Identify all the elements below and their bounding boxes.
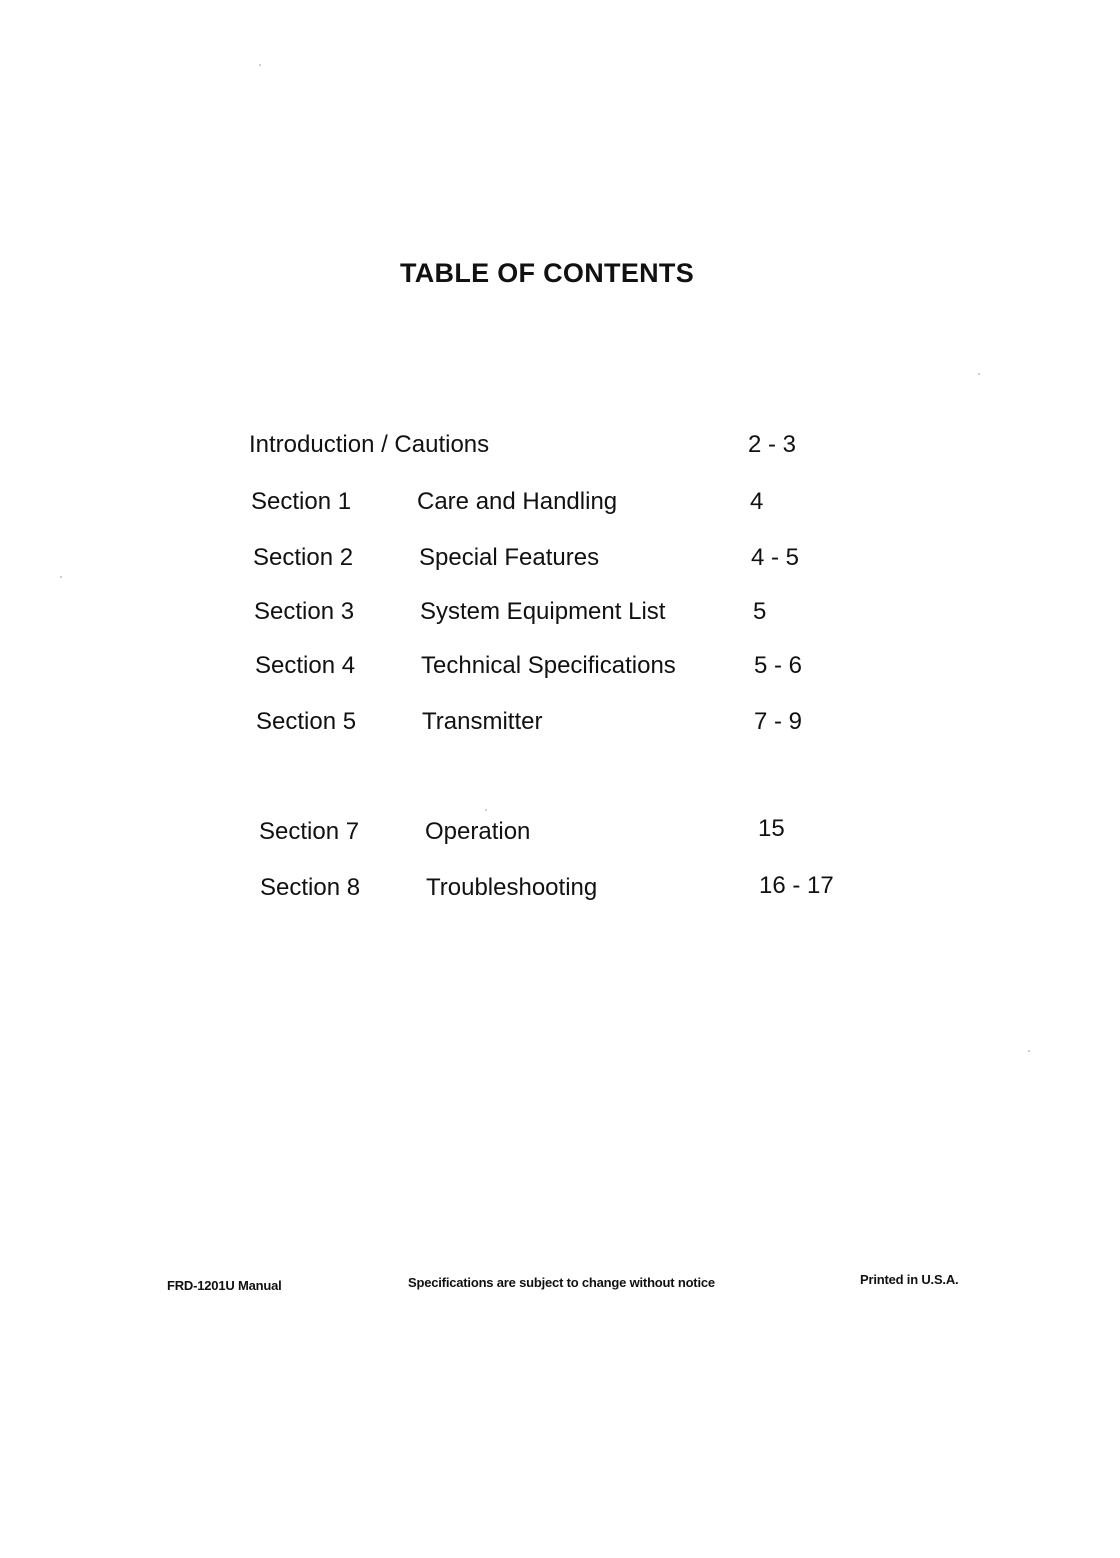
- footer-disclaimer: Specifications are subject to change without notice: [408, 1275, 715, 1290]
- toc-entry-title: Technical Specifications: [421, 652, 676, 679]
- toc-section-label: Section 4: [255, 652, 356, 679]
- toc-entry-title: Operation: [425, 818, 531, 845]
- toc-page-ref: 4 - 5: [751, 544, 800, 571]
- toc-entry-title: Introduction / Cautions: [249, 431, 490, 458]
- toc-page-ref: 16 - 17: [759, 872, 834, 899]
- toc-page-ref: 5 - 6: [754, 652, 803, 679]
- toc-section-label: Section 8: [260, 874, 361, 901]
- toc-section-label: Section 1: [251, 488, 352, 515]
- toc-entry-title: Transmitter: [422, 708, 543, 735]
- toc-section-label: Section 2: [253, 544, 354, 571]
- footer-printed-in: Printed in U.S.A.: [860, 1272, 959, 1287]
- toc-page-ref: 5: [753, 598, 767, 625]
- toc-page-ref: 4: [750, 488, 764, 515]
- toc-section-label: Section 3: [254, 598, 355, 625]
- toc-entry-title: Troubleshooting: [426, 874, 598, 901]
- toc-section-label: Section 5: [256, 708, 357, 735]
- page-title: TABLE OF CONTENTS: [399, 258, 695, 288]
- toc-entry-title: System Equipment List: [420, 598, 666, 625]
- toc-page-ref: 2 - 3: [748, 431, 797, 458]
- scan-speck: [1028, 1050, 1030, 1052]
- toc-page-ref: 7 - 9: [754, 708, 803, 735]
- footer-manual-id: FRD-1201U Manual: [167, 1278, 282, 1293]
- toc-entry-title: Special Features: [419, 544, 600, 571]
- toc-section-label: Section 7: [259, 818, 360, 845]
- toc-entry-title: Care and Handling: [417, 488, 618, 515]
- toc-page-ref: 15: [758, 815, 785, 842]
